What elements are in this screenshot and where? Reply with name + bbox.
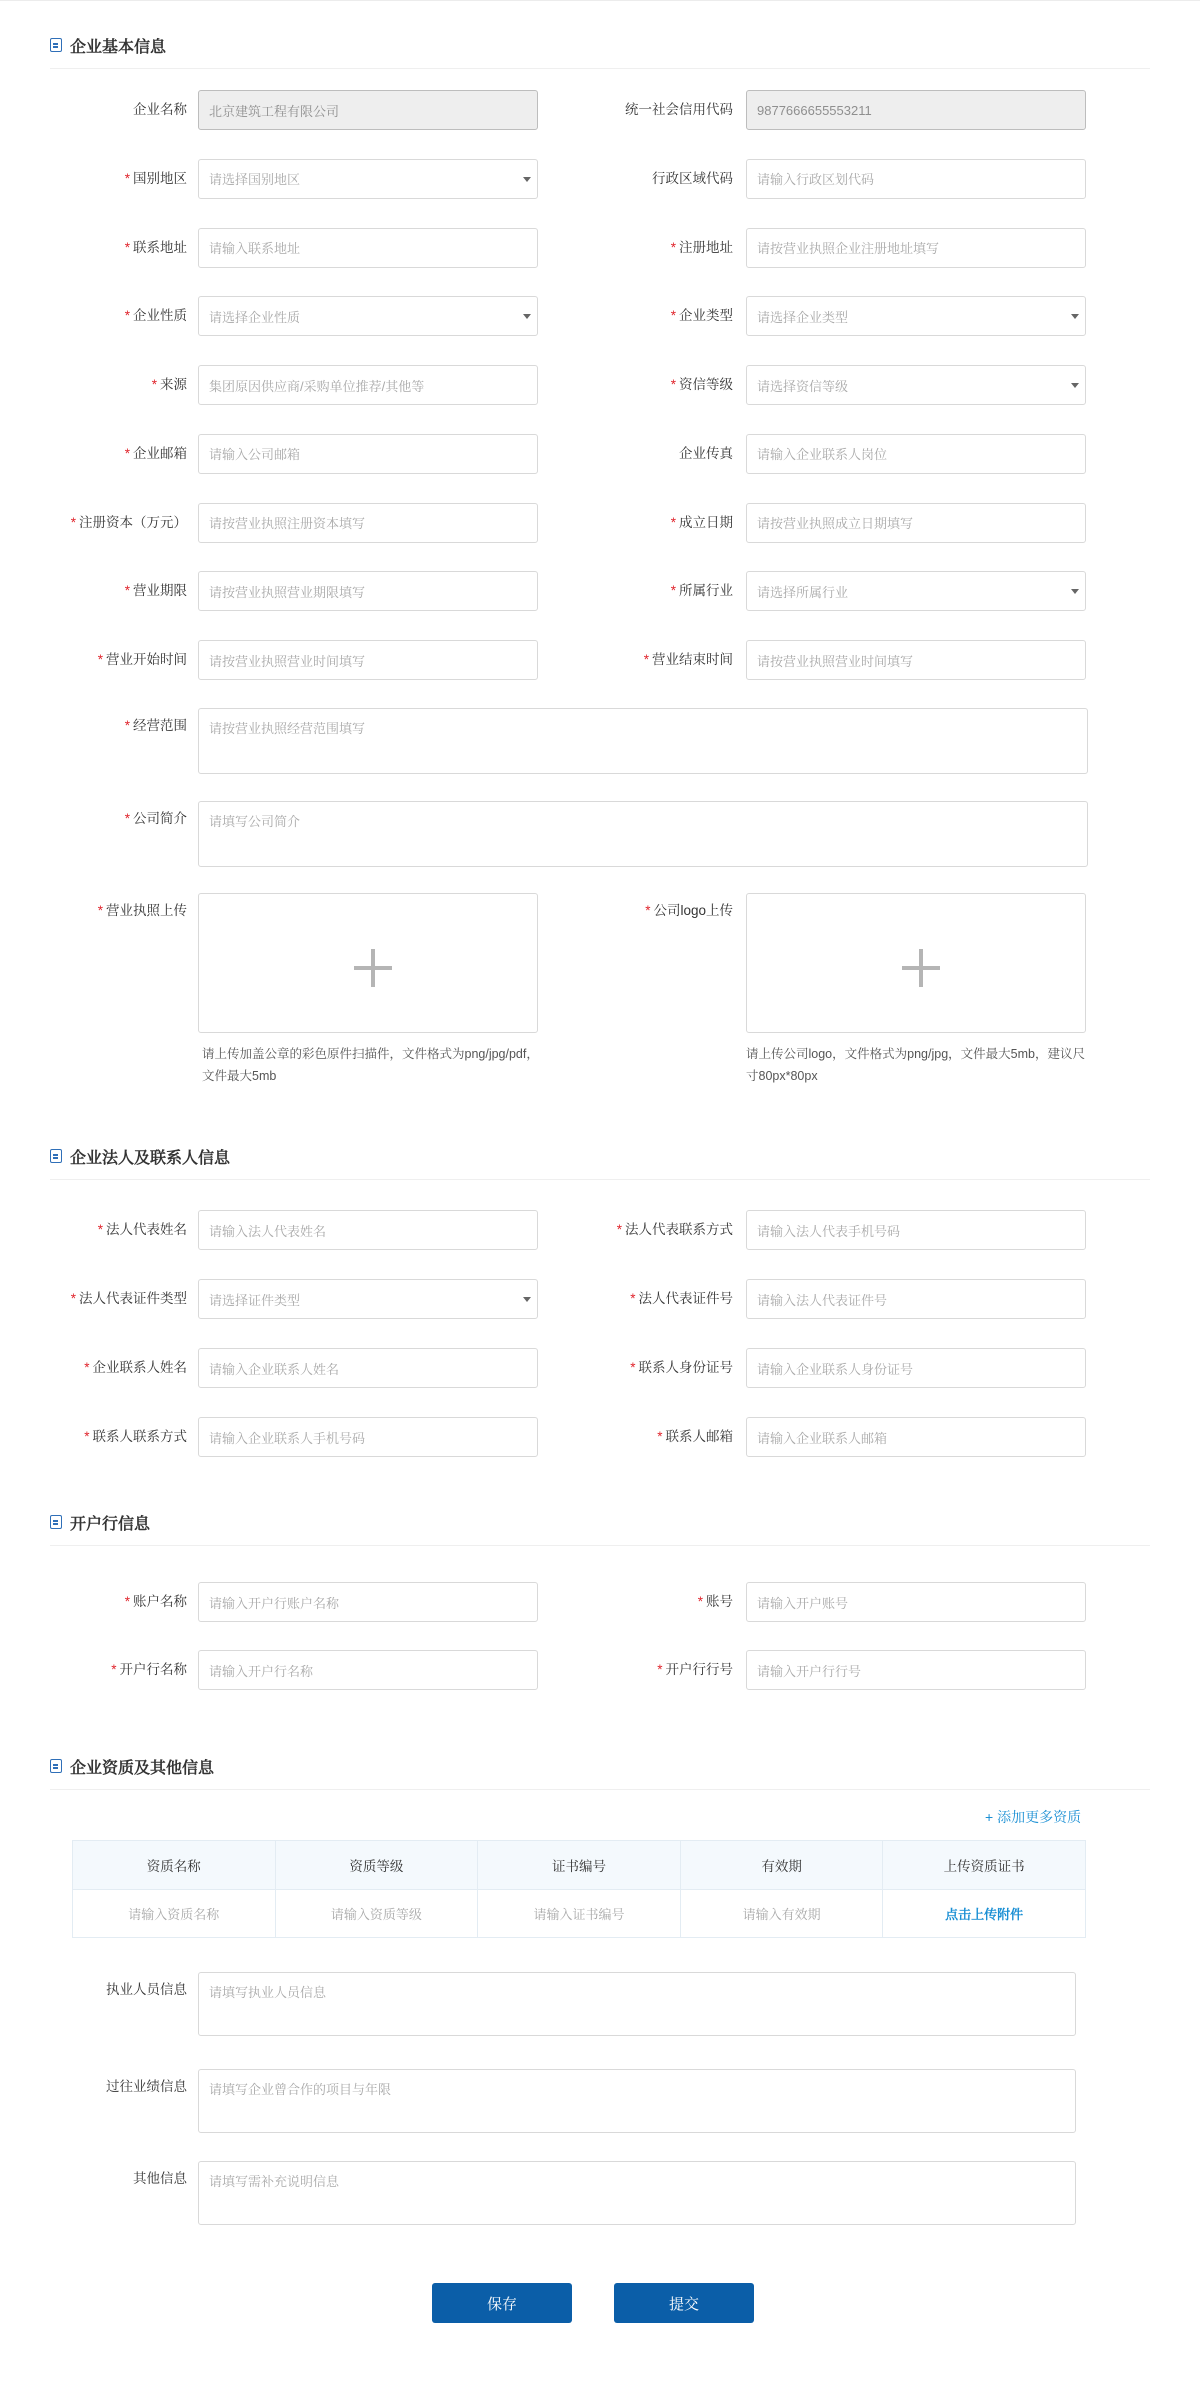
field-value: 请输入开户账号 xyxy=(757,1595,849,1611)
qualification-table xyxy=(72,1840,1086,1938)
select-field[interactable] xyxy=(746,365,1086,405)
table-header-cell: 有效期 xyxy=(681,1841,884,1889)
field-label-text: 账户名称 xyxy=(133,1594,187,1609)
field-label xyxy=(12,1289,187,1309)
field-label-text: 注册地址 xyxy=(679,239,733,255)
qualification-name-input[interactable]: 请输入资质名称 xyxy=(73,1890,276,1937)
business-scope-textarea[interactable]: 请按营业执照经营范围填写 xyxy=(198,708,1088,774)
field-label xyxy=(583,444,733,464)
required-marker: * xyxy=(84,1429,90,1444)
required-marker: * xyxy=(124,239,130,255)
section-basic-info-header xyxy=(50,34,166,56)
field-label-text: 统一社会信用代码 xyxy=(625,102,733,117)
field-value: 请输入企业联系人姓名 xyxy=(209,1361,340,1377)
section-title: 企业法人及联系人信息 xyxy=(70,1149,231,1167)
field-label xyxy=(12,375,187,395)
table-header-cell: 资质名称 xyxy=(73,1841,276,1889)
field-label-text: 账号 xyxy=(706,1594,733,1609)
input-field[interactable] xyxy=(746,1210,1086,1250)
field-label-text: 联系地址 xyxy=(133,239,187,255)
field-label xyxy=(583,1427,733,1447)
field-label-text: 来源 xyxy=(160,377,187,392)
input-field[interactable] xyxy=(198,365,538,405)
chevron-down-icon xyxy=(523,177,531,182)
input-field[interactable] xyxy=(746,503,1086,543)
input-field[interactable] xyxy=(198,640,538,680)
other-info-textarea[interactable]: 请填写需补充说明信息 xyxy=(198,2161,1076,2225)
required-marker: * xyxy=(111,1662,117,1677)
required-marker: * xyxy=(124,583,130,599)
chevron-down-icon xyxy=(1071,589,1079,594)
field-label xyxy=(583,1660,733,1680)
section-divider xyxy=(50,1179,1150,1180)
input-field[interactable] xyxy=(198,1650,538,1690)
plus-icon xyxy=(354,949,392,987)
document-icon xyxy=(50,1759,62,1773)
field-label xyxy=(583,1358,733,1378)
input-field[interactable] xyxy=(746,1650,1086,1690)
field-value: 请输入企业联系人身份证号 xyxy=(757,1361,914,1377)
field-value: 请输入企业联系人岗位 xyxy=(757,447,888,463)
field-value: 请输入企业联系人手机号码 xyxy=(209,1430,366,1446)
required-marker: * xyxy=(97,652,103,667)
table-row xyxy=(73,1889,1085,1937)
field-label xyxy=(583,1220,733,1240)
field-label-text: 成立日期 xyxy=(679,514,733,530)
field-value: 请按营业执照营业时间填写 xyxy=(209,653,366,669)
other-info-label: 其他信息 xyxy=(133,2171,187,2186)
required-marker: * xyxy=(670,583,676,599)
field-label xyxy=(12,238,187,258)
field-label-text: 联系人联系方式 xyxy=(92,1429,187,1444)
required-marker: * xyxy=(70,514,76,530)
required-marker: * xyxy=(97,1222,103,1237)
company-intro-label: * 公司简介 xyxy=(124,811,187,826)
field-label-text: 企业联系人姓名 xyxy=(92,1360,187,1375)
field-value: 请输入公司邮箱 xyxy=(209,447,301,463)
field-value: 请输入开户行名称 xyxy=(209,1663,314,1679)
field-label-text: 行政区域代码 xyxy=(652,170,733,186)
input-field[interactable] xyxy=(746,1348,1086,1388)
plus-icon xyxy=(902,949,940,987)
select-field[interactable] xyxy=(198,296,538,336)
required-marker: * xyxy=(697,1594,703,1609)
field-label-text: 联系人邮箱 xyxy=(665,1429,733,1444)
field-value: 请选择证件类型 xyxy=(209,1292,301,1308)
validity-input[interactable]: 请输入有效期 xyxy=(681,1890,884,1937)
field-value: 北京建筑工程有限公司 xyxy=(209,103,340,119)
input-field[interactable] xyxy=(198,228,538,268)
input-field[interactable] xyxy=(198,434,538,474)
document-icon xyxy=(50,1515,62,1529)
field-label xyxy=(583,650,733,670)
section-divider xyxy=(50,1545,1150,1546)
field-value: 请按营业执照注册资本填写 xyxy=(209,516,366,531)
practitioners-textarea[interactable]: 请填写执业人员信息 xyxy=(198,1972,1076,2036)
input-field[interactable] xyxy=(746,228,1086,268)
field-label xyxy=(12,513,187,533)
field-label xyxy=(12,444,187,464)
input-field[interactable] xyxy=(746,1582,1086,1622)
section-title: 企业资质及其他信息 xyxy=(70,1759,215,1777)
field-label-text: 企业名称 xyxy=(133,102,187,117)
field-value: 请按营业执照营业时间填写 xyxy=(757,653,914,669)
field-label-text: 法人代表证件号 xyxy=(638,1291,733,1306)
required-marker: * xyxy=(670,514,676,530)
required-marker: * xyxy=(124,1594,130,1609)
required-marker: * xyxy=(124,170,130,186)
document-icon xyxy=(50,1149,62,1163)
section-qualification-header xyxy=(50,1755,214,1777)
required-marker: * xyxy=(657,1662,663,1677)
section-legal-contact-header xyxy=(50,1145,230,1167)
input-field[interactable] xyxy=(746,640,1086,680)
field-label xyxy=(583,100,733,120)
required-marker: * xyxy=(670,308,676,324)
past-performance-label: 过往业绩信息 xyxy=(106,2079,187,2094)
input-field xyxy=(746,90,1086,130)
field-label xyxy=(12,581,187,601)
chevron-down-icon xyxy=(523,314,531,319)
input-field[interactable] xyxy=(746,159,1086,199)
past-performance-textarea[interactable]: 请填写企业曾合作的项目与年限 xyxy=(198,2069,1076,2133)
input-field[interactable] xyxy=(198,1417,538,1457)
field-label xyxy=(12,169,187,189)
field-value: 请按营业执照营业期限填写 xyxy=(209,584,366,600)
field-label-text: 法人代表证件类型 xyxy=(79,1291,187,1306)
field-label xyxy=(583,1289,733,1309)
chevron-down-icon xyxy=(523,1297,531,1302)
field-value: 请输入企业联系人邮箱 xyxy=(757,1430,888,1446)
field-value: 请输入法人代表证件号 xyxy=(757,1292,888,1308)
required-marker: * xyxy=(84,1360,90,1375)
qualification-level-input[interactable]: 请输入资质等级 xyxy=(276,1890,479,1937)
field-value: 请输入开户行账户名称 xyxy=(209,1595,340,1611)
section-divider xyxy=(50,68,1150,69)
field-label-text: 企业传真 xyxy=(679,445,733,461)
chevron-down-icon xyxy=(1071,314,1079,319)
submit-button[interactable]: 提交 xyxy=(614,2283,754,2323)
field-label-text: 企业类型 xyxy=(679,308,733,324)
business-scope-label: * 经营范围 xyxy=(124,718,187,733)
field-label-text: 营业期限 xyxy=(133,583,187,599)
table-header-cell: 证书编号 xyxy=(478,1841,681,1889)
field-value: 9877666655553211 xyxy=(757,102,872,118)
practitioners-label: 执业人员信息 xyxy=(106,1982,187,1997)
license-upload-box[interactable] xyxy=(198,893,538,1033)
logo-upload-box[interactable] xyxy=(746,893,1086,1033)
field-value: 请输入法人代表姓名 xyxy=(209,1223,327,1239)
chevron-down-icon xyxy=(1071,383,1079,388)
field-label-text: 资信等级 xyxy=(679,377,733,392)
field-label xyxy=(583,581,733,601)
field-value: 请选择所属行业 xyxy=(757,584,849,600)
required-marker: * xyxy=(616,1222,622,1237)
input-field[interactable] xyxy=(746,1417,1086,1457)
field-label-text: 营业开始时间 xyxy=(106,652,187,667)
field-value: 请选择资信等级 xyxy=(757,378,849,394)
document-icon xyxy=(50,38,62,52)
required-marker: * xyxy=(124,445,130,461)
required-marker: * xyxy=(630,1291,636,1306)
field-label xyxy=(12,1358,187,1378)
company-intro-textarea[interactable]: 请填写公司简介 xyxy=(198,801,1088,867)
field-label xyxy=(583,306,733,326)
field-label xyxy=(12,306,187,326)
required-marker: * xyxy=(124,308,130,324)
select-field[interactable] xyxy=(198,1279,538,1319)
section-title: 开户行信息 xyxy=(70,1515,151,1533)
field-value: 请输入开户行行号 xyxy=(757,1663,862,1679)
field-value: 集团原因供应商/采购单位推荐/其他等 xyxy=(209,378,425,394)
field-value: 请选择国别地区 xyxy=(209,172,301,188)
required-marker: * xyxy=(151,377,157,392)
field-label-text: 开户行行号 xyxy=(665,1662,733,1677)
input-field[interactable] xyxy=(746,1279,1086,1319)
field-label-text: 法人代表姓名 xyxy=(106,1222,187,1237)
field-value: 请选择企业性质 xyxy=(209,309,301,325)
add-more-qualification-link[interactable]: + 添加更多资质 xyxy=(985,1809,1082,1825)
required-marker: * xyxy=(630,1360,636,1375)
select-field[interactable] xyxy=(198,159,538,199)
field-label xyxy=(12,100,187,120)
license-upload-hint: 请上传加盖公章的彩色原件扫描件，文件格式为png/jpg/pdf，文件最大5mb xyxy=(202,1047,539,1083)
field-value: 请输入法人代表手机号码 xyxy=(757,1223,901,1239)
field-value: 请输入行政区划代码 xyxy=(757,172,875,188)
input-field xyxy=(198,90,538,130)
field-value: 请选择企业类型 xyxy=(757,309,849,325)
upload-attachment-link[interactable]: 点击上传附件 xyxy=(945,1907,1024,1922)
field-label xyxy=(12,1427,187,1447)
input-field[interactable] xyxy=(198,1210,538,1250)
certificate-number-input[interactable]: 请输入证书编号 xyxy=(478,1890,681,1937)
field-label xyxy=(12,1220,187,1240)
field-label xyxy=(583,169,733,189)
field-label-text: 法人代表联系方式 xyxy=(625,1222,733,1237)
input-field[interactable] xyxy=(198,1582,538,1622)
required-marker: * xyxy=(643,652,649,667)
field-label-text: 营业结束时间 xyxy=(652,652,733,667)
field-label xyxy=(583,375,733,395)
logo-upload-hint: 请上传公司logo，文件格式为png/jpg，文件最大5mb，建议尺寸80px*80px xyxy=(746,1047,1085,1083)
section-bank-header xyxy=(50,1511,150,1533)
required-marker: * xyxy=(670,239,676,255)
input-field[interactable] xyxy=(198,503,538,543)
field-label xyxy=(583,1592,733,1612)
section-divider xyxy=(50,1789,1150,1790)
field-label xyxy=(583,238,733,258)
field-label-text: 注册资本（万元） xyxy=(79,514,187,530)
top-divider xyxy=(0,0,1200,1)
section-title: 企业基本信息 xyxy=(70,38,167,56)
input-field[interactable] xyxy=(198,1348,538,1388)
field-label xyxy=(583,513,733,533)
field-label-text: 所属行业 xyxy=(679,583,733,599)
required-marker: * xyxy=(657,1429,663,1444)
field-value: 请按营业执照成立日期填写 xyxy=(757,516,914,531)
field-label-text: 开户行名称 xyxy=(119,1662,187,1677)
logo-upload-label: * 公司logo上传 xyxy=(645,903,733,918)
field-label xyxy=(12,1660,187,1680)
table-header-cell: 上传资质证书 xyxy=(943,1859,1025,1874)
required-marker: * xyxy=(670,377,676,392)
input-field[interactable] xyxy=(198,571,538,611)
table-header-cell: 资质等级 xyxy=(276,1841,479,1889)
save-button[interactable]: 保存 xyxy=(432,2283,572,2323)
select-field[interactable] xyxy=(746,296,1086,336)
field-label-text: 国别地区 xyxy=(133,170,187,186)
field-label xyxy=(12,650,187,670)
table-header-row xyxy=(73,1841,1085,1889)
license-upload-label: * 营业执照上传 xyxy=(97,903,187,918)
field-label-text: 联系人身份证号 xyxy=(638,1360,733,1375)
field-label xyxy=(12,1592,187,1612)
field-label-text: 企业性质 xyxy=(133,308,187,324)
field-value: 请按营业执照企业注册地址填写 xyxy=(757,241,940,256)
input-field[interactable] xyxy=(746,434,1086,474)
required-marker: * xyxy=(70,1291,76,1306)
select-field[interactable] xyxy=(746,571,1086,611)
field-value: 请输入联系地址 xyxy=(209,241,301,256)
field-label-text: 企业邮箱 xyxy=(133,445,187,461)
